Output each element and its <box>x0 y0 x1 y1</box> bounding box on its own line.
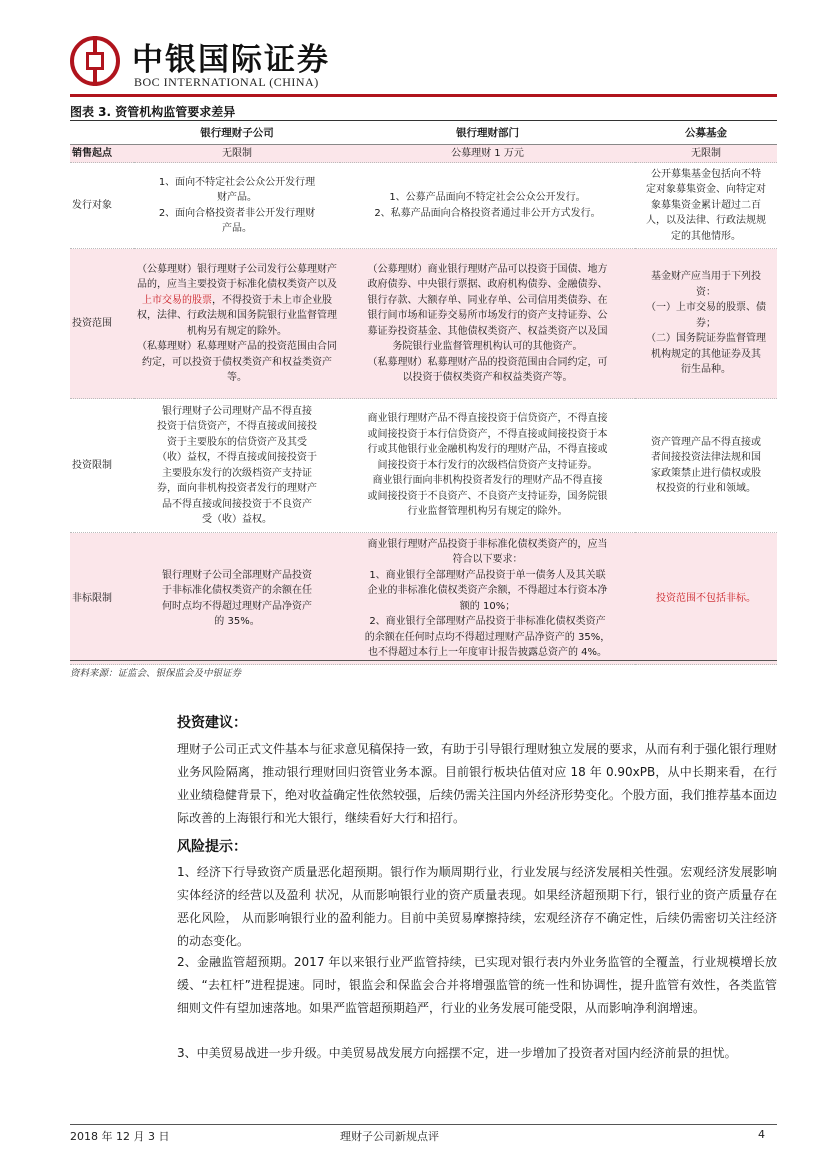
cell-line: 行或其他银行业金融机构发行的理财产品，不得直接或 <box>367 444 608 456</box>
cell-paragraph: （私募理财）私募理财产品的投资范围由合同约定，可以投资于债权类资产和权益类资产等。 <box>137 341 337 383</box>
cell-line: 商业银行面向非机构投资者发行的理财产品不得直接 <box>372 475 603 487</box>
table-cell <box>635 533 777 665</box>
cell-line: 的余额在任何时点均不得超过理财产品净资产的 35%， <box>364 631 611 643</box>
cell-line: 人，以及法律、行政法规规 <box>646 215 766 227</box>
page-header <box>70 34 777 94</box>
cell-line: 募证券投资基金、其他债权类资产、权益类资产以及国 <box>367 325 608 337</box>
cell-line: 2、面向合格投资者非公开发行理财 <box>158 207 316 219</box>
table-cell: 公募理财 1 万元 <box>340 144 635 163</box>
cell-line: 投资于信贷资产，不得直接或间接投 <box>157 421 317 432</box>
cell-line: 行业监督管理机构另有规定的除外。 <box>407 506 568 518</box>
cell-line: 公开募集基金包括向不特 <box>651 168 761 180</box>
table-cell <box>134 399 340 533</box>
brand-name-cn: 中银国际证券 <box>132 42 330 78</box>
cell-line: 象募集资金累计超过二百 <box>651 199 761 211</box>
table-row <box>70 144 777 163</box>
cell-line: 间接投资于本行发行的次级档信贷资产支持证券。 <box>377 459 598 471</box>
table-cell <box>340 249 635 399</box>
investment-paragraph: 理财子公司正式文件基本与征求意见稿保持一致，有助于引导银行理财独立发展的要求，从而有利于强化银行理财业务风险隔离，推动银行理财回归资管业务本源。目前银行板块估值对应 18 年 0.90xPB，从中长期来看，在行业业绩稳健背景下，绝对收益确定性依然较强，后续仍需关注国内外经济形势变化。个股方面，我们推荐基本面边际改善的上海银行和光大银行，继续看好大行和招行。 <box>177 742 778 825</box>
cell-line: 者间接投资法律法规和国 <box>651 452 761 463</box>
cell-line: 基金财产应当用于下列投 <box>651 271 761 283</box>
table-header-row <box>70 123 777 144</box>
footer-date: 2018 年 12 月 3 日 <box>70 1130 170 1143</box>
cell-line: 银行理财子公司理财产品不得直接 <box>162 405 312 417</box>
cell-line: 机构规定的其他证券及其 <box>651 348 761 360</box>
table-header-cell: 银行理财子公司 <box>134 123 340 144</box>
table-row <box>70 249 777 399</box>
table-header-cell: 公募基金 <box>635 123 777 144</box>
cell-line: 银行理财子公司全部理财产品投资 <box>162 569 312 581</box>
table-cell <box>635 399 777 533</box>
cell-line: 1、商业银行全部理财产品投资于单一债务人及其关联 <box>369 569 606 581</box>
cell-line: 券； <box>696 317 716 329</box>
cell-line: 券，面向非机构投资者发行的理财产 <box>157 483 317 494</box>
cell-line: 的 35%。 <box>214 616 260 627</box>
footer-divider <box>70 1124 777 1125</box>
table-row <box>70 533 777 665</box>
comparison-table <box>70 123 777 665</box>
cell-line: 1、面向不特定社会公众公开发行理 <box>158 176 316 188</box>
cell-line: 财产品。 <box>217 192 257 203</box>
cell-line: 家政策禁止进行债权或股 <box>651 467 761 479</box>
table-cell <box>340 533 635 665</box>
cell-line: （一）上市交易的股票、债 <box>646 302 766 314</box>
cell-line: 品不得直接或间接投资于不良资产 <box>162 498 312 510</box>
section-heading-investment: 投资建议： <box>177 715 247 731</box>
table-cell: 无限制 <box>635 144 777 163</box>
header-divider <box>70 94 777 97</box>
table-cell <box>340 163 635 249</box>
table-bottom-rule <box>70 660 777 661</box>
table-cell <box>134 163 340 249</box>
cell-line: 衍生品种。 <box>681 364 731 376</box>
cell-line: 商业银行理财产品不得直接投资于信贷资产，不得直接 <box>367 413 608 425</box>
table-header-cell: 银行理财部门 <box>340 123 635 144</box>
cell-line: 主要股东发行的次级档资产支持证 <box>162 467 312 479</box>
footer-title: 理财子公司新规点评 <box>340 1130 439 1143</box>
cell-line: （二）国务院证券监督管理 <box>646 333 766 345</box>
figure-title: 图表 3. 资管机构监管要求差异 <box>70 105 236 119</box>
cell-line: 也不得超过本行上一年度审计报告披露总资产的 4%。 <box>367 647 608 658</box>
cell-line: 于非标准化债权类资产的余额在任 <box>162 585 312 596</box>
risk-paragraph-3: 3、中美贸易战进一步升级。中美贸易战发展方向摇摆不定，进一步增加了投资者对国内经济前景的担忧。 <box>177 1046 737 1060</box>
cell-line: 银行存款、大额存单、同业存单、公司信用类债券、在 <box>367 294 608 306</box>
highlight-text: 投资范围不包括非标。 <box>656 592 756 604</box>
row-label: 销售起点 <box>70 144 134 163</box>
figure-source: 资料来源：证监会、银保监会及中银证券 <box>70 668 242 679</box>
cell-line: （收）益权，不得直接或间接投资于 <box>157 452 317 463</box>
cell-line: 符合以下要求： <box>452 554 523 565</box>
cell-line: 或间接投资于本行信贷资产，不得直接或间接投资于本 <box>367 428 608 440</box>
row-label: 非标限制 <box>70 533 134 665</box>
cell-line: （公募理财）商业银行理财产品可以投资于国债、地方 <box>367 263 608 275</box>
cell-line: 资于主要股东的信贷资产及其受 <box>167 436 307 448</box>
cell-line: 定的其他情形。 <box>671 230 741 242</box>
cell-line: 2、商业银行全部理财产品投资于非标准化债权类资产 <box>369 616 606 627</box>
table-cell: 无限制 <box>134 144 340 163</box>
row-label: 发行对象 <box>70 163 134 249</box>
table-row <box>70 399 777 533</box>
cell-line: 以投资于债权类资产和权益类资产等。 <box>402 372 573 383</box>
table-cell <box>635 249 777 399</box>
table-cell <box>134 533 340 665</box>
table-header-cell <box>70 123 134 144</box>
cell-line: 商业银行理财产品投资于非标准化债权类资产的，应当 <box>367 538 608 550</box>
cell-line: 资产管理产品不得直接或 <box>651 436 761 448</box>
figure-title-divider <box>70 120 777 121</box>
table-row <box>70 163 777 249</box>
cell-line: 定对象募集资金、向特定对 <box>646 184 766 196</box>
cell-line: 资： <box>696 286 716 298</box>
table-cell <box>134 249 340 399</box>
risk-paragraph-1: 1、经济下行导致资产质量恶化超预期。银行作为顺周期行业，行业发展与经济发展相关性强。宏观经济发展影响实体经济的经营以及盈利 状况，从而影响银行业的资产质量表现。如果经济超预期下行，银行业的资产质量存在恶化风险， 从而影响银行业的盈利能力。目前中美贸易摩擦持续，宏观经济存不确定性，后续仍需密切关注经济的动态变化。 <box>177 865 777 948</box>
risk-paragraph-2: 2、金融监管超预期。2017 年以来银行业严监管持续，已实现对银行表内外业务监管的全覆盖，行业规模增长放缓、“去杠杆”进程提速。同时，银监会和保监会合并将增强监管的统一性和协调性，提升监管有效性，各类监管细则文件有望加速落地。如果严监管超预期趋严，行业的业务发展可能受限，从而影响净利润增速。 <box>177 955 777 1015</box>
cell-line: 政府债券、中央银行票据、政府机构债券、金融债券、 <box>367 279 608 290</box>
cell-line: 何时点均不得超过理财产品净资产 <box>162 600 312 612</box>
cell-line: 额的 10%； <box>459 600 516 612</box>
cell-line: 权投资的行业和领域。 <box>656 483 756 494</box>
cell-line: （私募理财）私募理财产品的投资范围由合同约定，可 <box>367 356 608 368</box>
cell-line: 产品。 <box>222 223 252 234</box>
cell-line: 1、公募产品面向不特定社会公众公开发行。 <box>389 192 586 203</box>
cell-paragraph: （公募理财）银行理财子公司发行公募理财产品的，应当主要投资于标准化债权类资产以及上市交易的股票，不得投资于未上市企业股权，法律、行政法规和国务院银行业监督管理机构另有规定的除外。 <box>137 263 337 337</box>
highlight-text: 上市交易的股票 <box>142 294 212 306</box>
cell-line: 2、私募产品面向合格投资者通过非公开方式发行。 <box>374 207 601 219</box>
table-cell <box>340 399 635 533</box>
page-number: 4 <box>758 1128 765 1141</box>
cell-line: 企业的非标准化债权类资产余额，不得超过本行资本净 <box>367 585 608 596</box>
cell-line: 受（收）益权。 <box>202 514 272 525</box>
row-label: 投资限制 <box>70 399 134 533</box>
row-label: 投资范围 <box>70 249 134 399</box>
section-heading-risk: 风险提示： <box>177 839 247 855</box>
cell-line: 或间接投资于不良资产、不良资产支持证券，国务院银 <box>367 490 608 502</box>
boc-logo-icon <box>70 36 120 86</box>
brand-name-en: BOC INTERNATIONAL (CHINA) <box>134 75 319 89</box>
table-cell <box>635 163 777 249</box>
cell-line: 银行间市场和证券交易所市场发行的资产支持证券、公 <box>367 310 608 321</box>
cell-line: 务院银行业监督管理机构认可的其他资产。 <box>392 341 583 352</box>
